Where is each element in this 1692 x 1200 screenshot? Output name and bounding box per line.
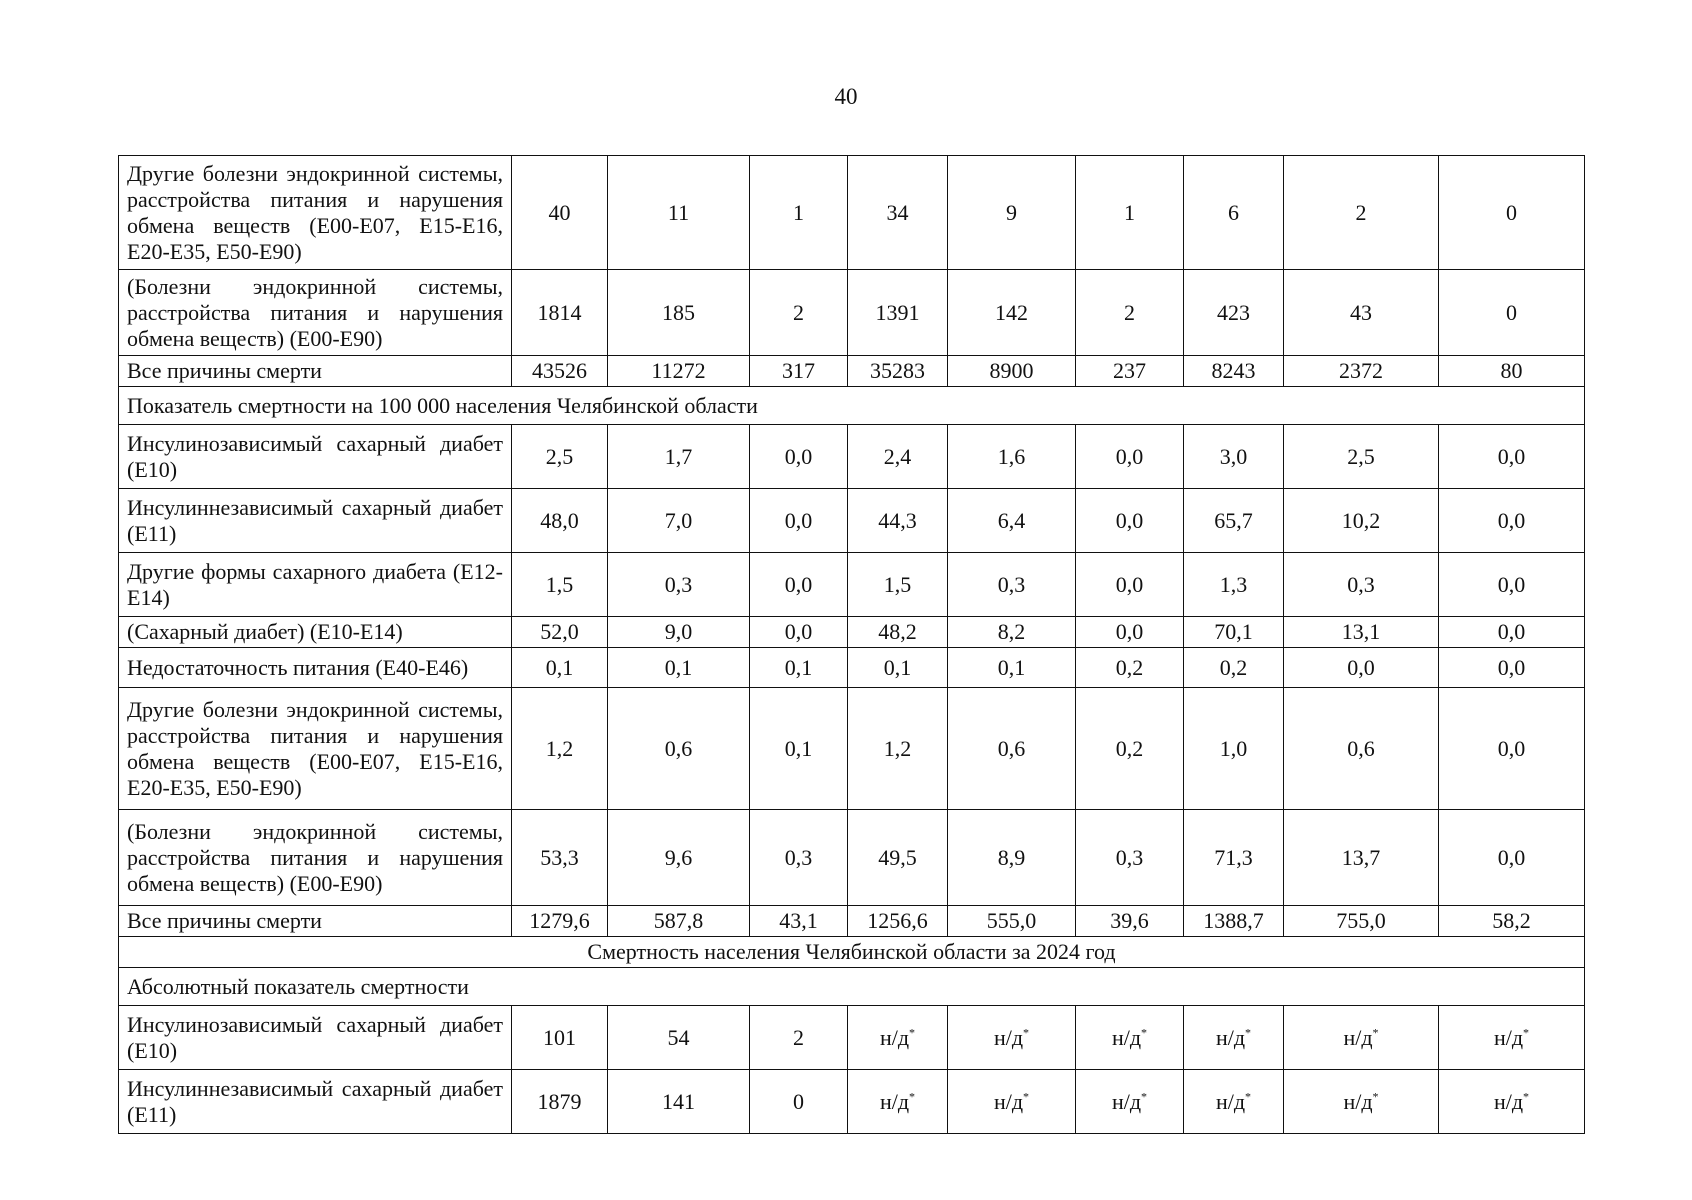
- value-cell: [1184, 688, 1284, 810]
- value-cell: [848, 810, 948, 906]
- value-cell: [848, 648, 948, 688]
- cell-value: 80: [1500, 358, 1523, 383]
- cell-value: 0: [1506, 299, 1517, 325]
- section-row: [119, 968, 1585, 1006]
- row-label: Другие формы сахарного диабета (Е12-Е14): [119, 553, 512, 617]
- cell-value: 1,6: [997, 443, 1026, 469]
- cell-value: 8243: [1211, 358, 1256, 383]
- footnote-mark: *: [1245, 1089, 1252, 1104]
- cell-value: 555,0: [986, 908, 1037, 933]
- cell-value: 317: [782, 358, 815, 383]
- cell-value: 2: [1355, 199, 1367, 225]
- value-cell: [948, 617, 1076, 648]
- cell-value: 0,6: [664, 735, 693, 761]
- cell-value: 48,2: [878, 619, 917, 644]
- value-cell: [848, 906, 948, 937]
- value-cell: [948, 489, 1076, 553]
- row-label: Все причины смерти: [119, 356, 512, 387]
- table-row: [119, 1006, 1585, 1070]
- cell-value: 43526: [532, 358, 587, 383]
- table-row: [119, 489, 1585, 553]
- cell-value: 0,2: [1115, 735, 1144, 761]
- cell-value: 43,1: [779, 908, 818, 933]
- value-cell: [848, 356, 948, 387]
- value-cell: [1076, 617, 1184, 648]
- value-cell: [1076, 356, 1184, 387]
- cell-value: 1,7: [664, 443, 693, 469]
- cell-value: н/д: [1343, 1088, 1373, 1114]
- value-cell: [608, 489, 750, 553]
- section-header: Абсолютный показатель смертности: [119, 968, 1585, 1006]
- value-cell: [512, 906, 608, 937]
- cell-value: 35283: [870, 358, 925, 383]
- cell-value: 7,0: [664, 507, 693, 533]
- cell-value: 1,5: [883, 571, 912, 597]
- value-cell: [1076, 489, 1184, 553]
- value-cell: [1076, 1006, 1184, 1070]
- value-cell: [948, 270, 1076, 356]
- cell-value: 0,0: [1497, 844, 1526, 870]
- row-label: Недостаточность питания (Е40-Е46): [119, 648, 512, 688]
- cell-value: 0,2: [1219, 654, 1248, 680]
- value-cell: [1184, 489, 1284, 553]
- cell-value: 237: [1113, 358, 1146, 383]
- table-row: [119, 156, 1585, 270]
- value-cell: [948, 156, 1076, 270]
- cell-value: 0: [793, 1088, 804, 1114]
- cell-value: 1814: [537, 299, 582, 325]
- value-cell: [608, 425, 750, 489]
- cell-value: 1879: [537, 1088, 582, 1114]
- cell-value: 2,4: [883, 443, 912, 469]
- cell-value: 0,0: [1497, 571, 1526, 597]
- cell-value: 2: [793, 1024, 804, 1050]
- footnote-mark: *: [1141, 1089, 1148, 1104]
- value-cell: [1284, 617, 1439, 648]
- cell-value: 1: [793, 199, 804, 225]
- value-cell: [750, 489, 848, 553]
- cell-value: 34: [886, 199, 909, 225]
- row-label: (Сахарный диабет) (Е10-Е14): [119, 617, 512, 648]
- table-row: [119, 270, 1585, 356]
- cell-value: н/д: [1343, 1024, 1373, 1050]
- value-cell: [1284, 688, 1439, 810]
- cell-value: 13,7: [1341, 844, 1381, 870]
- value-cell: [1076, 688, 1184, 810]
- footnote-mark: *: [909, 1089, 916, 1104]
- value-cell: [1184, 617, 1284, 648]
- cell-value: н/д: [1493, 1088, 1524, 1114]
- table-row: [119, 617, 1585, 648]
- value-cell: [948, 356, 1076, 387]
- cell-value: 58,2: [1492, 908, 1531, 933]
- cell-value: 43: [1350, 299, 1372, 325]
- value-cell: [1284, 270, 1439, 356]
- cell-value: 0,0: [1497, 507, 1526, 533]
- value-cell: [512, 356, 608, 387]
- value-cell: [848, 688, 948, 810]
- cell-value: 2,5: [1347, 443, 1375, 469]
- value-cell: [750, 356, 848, 387]
- cell-value: н/д: [1493, 1024, 1524, 1050]
- cell-value: 0,0: [1497, 619, 1526, 644]
- value-cell: [1184, 1070, 1284, 1134]
- value-cell: [948, 648, 1076, 688]
- value-cell: [1284, 1070, 1439, 1134]
- cell-value: 9,6: [664, 844, 693, 870]
- value-cell: [1284, 553, 1439, 617]
- row-label: Другие болезни эндокринной системы, расстройства питания и нарушения обмена веществ (Е00-Е07, Е15-Е16, Е20-Е35, Е50-Е90): [119, 688, 512, 810]
- cell-value: 0,1: [997, 654, 1026, 680]
- section-header: Смертность населения Челябинской области за 2024 год: [119, 937, 1585, 968]
- value-cell: [750, 270, 848, 356]
- cell-value: 0,1: [545, 654, 574, 680]
- cell-value: 142: [995, 299, 1028, 325]
- value-cell: [1284, 906, 1439, 937]
- value-cell: [1076, 906, 1184, 937]
- value-cell: [1184, 425, 1284, 489]
- section-row: [119, 937, 1585, 968]
- value-cell: [1184, 1006, 1284, 1070]
- cell-value: 0,6: [997, 735, 1026, 761]
- value-cell: [1439, 553, 1585, 617]
- cell-value: 8900: [989, 358, 1034, 383]
- cell-value: 0,3: [1347, 571, 1375, 597]
- cell-value: н/д: [1111, 1024, 1142, 1050]
- value-cell: [512, 156, 608, 270]
- value-cell: [848, 1070, 948, 1134]
- cell-value: 0,1: [784, 654, 813, 680]
- value-cell: [1439, 156, 1585, 270]
- value-cell: [608, 1070, 750, 1134]
- footnote-mark: *: [1523, 1089, 1530, 1104]
- value-cell: [1439, 688, 1585, 810]
- value-cell: [948, 810, 1076, 906]
- cell-value: н/д: [1215, 1024, 1246, 1050]
- row-label: (Болезни эндокринной системы, расстройства питания и нарушения обмена веществ) (Е00-Е90): [119, 810, 512, 906]
- value-cell: [750, 688, 848, 810]
- cell-value: 2,5: [545, 443, 574, 469]
- value-cell: [1184, 906, 1284, 937]
- value-cell: [512, 270, 608, 356]
- cell-value: 1279,6: [529, 908, 590, 933]
- value-cell: [1184, 270, 1284, 356]
- cell-value: 0,0: [1497, 735, 1526, 761]
- cell-value: 755,0: [1336, 908, 1386, 933]
- cell-value: 423: [1217, 299, 1250, 325]
- value-cell: [848, 617, 948, 648]
- value-cell: [750, 1070, 848, 1134]
- cell-value: н/д: [1215, 1088, 1246, 1114]
- footnote-mark: *: [1372, 1025, 1379, 1040]
- cell-value: 0,0: [1497, 654, 1526, 680]
- footnote-mark: *: [1023, 1025, 1030, 1040]
- value-cell: [512, 425, 608, 489]
- cell-value: 8,2: [997, 619, 1026, 644]
- cell-value: 0,3: [997, 571, 1026, 597]
- cell-value: 39,6: [1110, 908, 1149, 933]
- value-cell: [1184, 810, 1284, 906]
- cell-value: 71,3: [1214, 844, 1253, 870]
- cell-value: 13,1: [1341, 619, 1381, 644]
- value-cell: [948, 553, 1076, 617]
- cell-value: 2: [1124, 299, 1135, 325]
- value-cell: [1076, 156, 1184, 270]
- cell-value: 0,3: [1115, 844, 1144, 870]
- table-row: [119, 810, 1585, 906]
- cell-value: 3,0: [1219, 443, 1248, 469]
- cell-value: 6: [1228, 199, 1239, 225]
- cell-value: 1: [1124, 199, 1135, 225]
- value-cell: [1439, 425, 1585, 489]
- table-row: [119, 906, 1585, 937]
- cell-value: 2372: [1339, 358, 1383, 383]
- cell-value: н/д: [879, 1088, 910, 1114]
- table-row: [119, 648, 1585, 688]
- value-cell: [608, 617, 750, 648]
- value-cell: [848, 553, 948, 617]
- cell-value: н/д: [1111, 1088, 1142, 1114]
- value-cell: [948, 1070, 1076, 1134]
- table-row: [119, 425, 1585, 489]
- value-cell: [608, 906, 750, 937]
- section-row: [119, 387, 1585, 425]
- cell-value: 101: [543, 1024, 576, 1050]
- cell-value: 0,0: [1347, 654, 1375, 680]
- footnote-mark: *: [1023, 1089, 1030, 1104]
- table-row: [119, 356, 1585, 387]
- value-cell: [512, 688, 608, 810]
- cell-value: 9,0: [664, 619, 693, 644]
- cell-value: 1256,6: [867, 908, 928, 933]
- value-cell: [1284, 356, 1439, 387]
- value-cell: [1076, 648, 1184, 688]
- value-cell: [608, 270, 750, 356]
- cell-value: 1,2: [545, 735, 574, 761]
- value-cell: [750, 810, 848, 906]
- table-row: [119, 553, 1585, 617]
- cell-value: 1,3: [1219, 571, 1248, 597]
- value-cell: [948, 688, 1076, 810]
- value-cell: [608, 810, 750, 906]
- value-cell: [608, 156, 750, 270]
- value-cell: [1439, 356, 1585, 387]
- row-label: Инсулинозависимый сахарный диабет (Е10): [119, 1006, 512, 1070]
- footnote-mark: *: [1245, 1025, 1252, 1040]
- value-cell: [1184, 553, 1284, 617]
- value-cell: [750, 1006, 848, 1070]
- cell-value: 0,6: [1347, 735, 1375, 761]
- cell-value: 0,1: [784, 735, 813, 761]
- value-cell: [608, 1006, 750, 1070]
- value-cell: [512, 648, 608, 688]
- cell-value: 0,1: [883, 654, 912, 680]
- value-cell: [512, 1006, 608, 1070]
- value-cell: [1439, 1006, 1585, 1070]
- cell-value: 1391: [875, 299, 920, 325]
- value-cell: [750, 156, 848, 270]
- cell-value: 11272: [651, 358, 706, 383]
- value-cell: [848, 425, 948, 489]
- value-cell: [750, 553, 848, 617]
- section-header: Показатель смертности на 100 000 населения Челябинской области: [119, 387, 1585, 425]
- table-row: [119, 688, 1585, 810]
- value-cell: [948, 906, 1076, 937]
- cell-value: 0,0: [1497, 443, 1526, 469]
- value-cell: [750, 906, 848, 937]
- cell-value: 48,0: [540, 507, 579, 533]
- cell-value: 0,1: [664, 654, 693, 680]
- value-cell: [1076, 1070, 1184, 1134]
- cell-value: 0,3: [664, 571, 693, 597]
- footnote-mark: *: [909, 1025, 916, 1040]
- cell-value: 0,0: [1115, 619, 1144, 644]
- page-number: 40: [834, 84, 858, 109]
- cell-value: 0,0: [784, 507, 813, 533]
- cell-value: н/д: [879, 1024, 910, 1050]
- footnote-mark: *: [1141, 1025, 1148, 1040]
- value-cell: [608, 648, 750, 688]
- cell-value: 65,7: [1214, 507, 1253, 533]
- cell-value: 1388,7: [1203, 908, 1264, 933]
- cell-value: 6,4: [997, 507, 1026, 533]
- value-cell: [1439, 906, 1585, 937]
- value-cell: [1076, 810, 1184, 906]
- cell-value: 0,0: [1115, 443, 1144, 469]
- cell-value: 0: [1506, 199, 1517, 225]
- value-cell: [750, 617, 848, 648]
- value-cell: [1439, 1070, 1585, 1134]
- cell-value: 44,3: [878, 507, 917, 533]
- cell-value: 8,9: [997, 844, 1026, 870]
- cell-value: 10,2: [1341, 507, 1381, 533]
- row-label: Инсулиннезависимый сахарный диабет (Е11): [119, 489, 512, 553]
- table-row: [119, 1070, 1585, 1134]
- cell-value: 1,5: [545, 571, 574, 597]
- value-cell: [750, 425, 848, 489]
- value-cell: [848, 1006, 948, 1070]
- cell-value: 587,8: [653, 908, 704, 933]
- cell-value: 1,0: [1219, 735, 1248, 761]
- cell-value: н/д: [993, 1024, 1024, 1050]
- row-label: Другие болезни эндокринной системы, расстройства питания и нарушения обмена веществ (Е00-Е07, Е15-Е16, Е20-Е35, Е50-Е90): [119, 156, 512, 270]
- value-cell: [750, 648, 848, 688]
- row-label: (Болезни эндокринной системы, расстройства питания и нарушения обмена веществ) (Е00-Е90): [119, 270, 512, 356]
- cell-value: 0,3: [784, 844, 813, 870]
- value-cell: [1439, 648, 1585, 688]
- value-cell: [1184, 356, 1284, 387]
- value-cell: [848, 156, 948, 270]
- cell-value: 185: [662, 299, 695, 325]
- row-label: Инсулинозависимый сахарный диабет (Е10): [119, 425, 512, 489]
- row-label: Инсулиннезависимый сахарный диабет (Е11): [119, 1070, 512, 1134]
- cell-value: 54: [667, 1024, 690, 1050]
- value-cell: [1284, 648, 1439, 688]
- value-cell: [1284, 489, 1439, 553]
- cell-value: 0,0: [1115, 571, 1144, 597]
- cell-value: 53,3: [540, 844, 579, 870]
- value-cell: [512, 810, 608, 906]
- cell-value: 49,5: [878, 844, 917, 870]
- value-cell: [1284, 156, 1439, 270]
- footnote-mark: *: [1523, 1025, 1530, 1040]
- value-cell: [512, 1070, 608, 1134]
- value-cell: [512, 489, 608, 553]
- cell-value: 70,1: [1214, 619, 1253, 644]
- value-cell: [1184, 648, 1284, 688]
- value-cell: [1284, 810, 1439, 906]
- value-cell: [1076, 553, 1184, 617]
- value-cell: [948, 1006, 1076, 1070]
- cell-value: 11: [667, 199, 690, 225]
- cell-value: 141: [662, 1088, 695, 1114]
- cell-value: 0,0: [784, 619, 813, 644]
- cell-value: 0,0: [1115, 507, 1144, 533]
- cell-value: 2: [793, 299, 804, 325]
- value-cell: [512, 553, 608, 617]
- cell-value: 9: [1006, 199, 1017, 225]
- cell-value: 40: [548, 199, 571, 225]
- value-cell: [848, 489, 948, 553]
- value-cell: [1439, 489, 1585, 553]
- cell-value: 0,2: [1115, 654, 1144, 680]
- value-cell: [948, 425, 1076, 489]
- footnote-mark: *: [1372, 1089, 1379, 1104]
- value-cell: [608, 356, 750, 387]
- value-cell: [848, 270, 948, 356]
- cell-value: н/д: [993, 1088, 1024, 1114]
- value-cell: [512, 617, 608, 648]
- value-cell: [1439, 810, 1585, 906]
- value-cell: [1076, 270, 1184, 356]
- mortality-table: [118, 155, 1585, 1134]
- value-cell: [1439, 270, 1585, 356]
- value-cell: [1439, 617, 1585, 648]
- value-cell: [608, 688, 750, 810]
- row-label: Все причины смерти: [119, 906, 512, 937]
- value-cell: [608, 553, 750, 617]
- value-cell: [1284, 1006, 1439, 1070]
- cell-value: 52,0: [540, 619, 579, 644]
- value-cell: [1184, 156, 1284, 270]
- cell-value: 1,2: [883, 735, 912, 761]
- value-cell: [1076, 425, 1184, 489]
- cell-value: 0,0: [784, 443, 813, 469]
- cell-value: 0,0: [784, 571, 813, 597]
- value-cell: [1284, 425, 1439, 489]
